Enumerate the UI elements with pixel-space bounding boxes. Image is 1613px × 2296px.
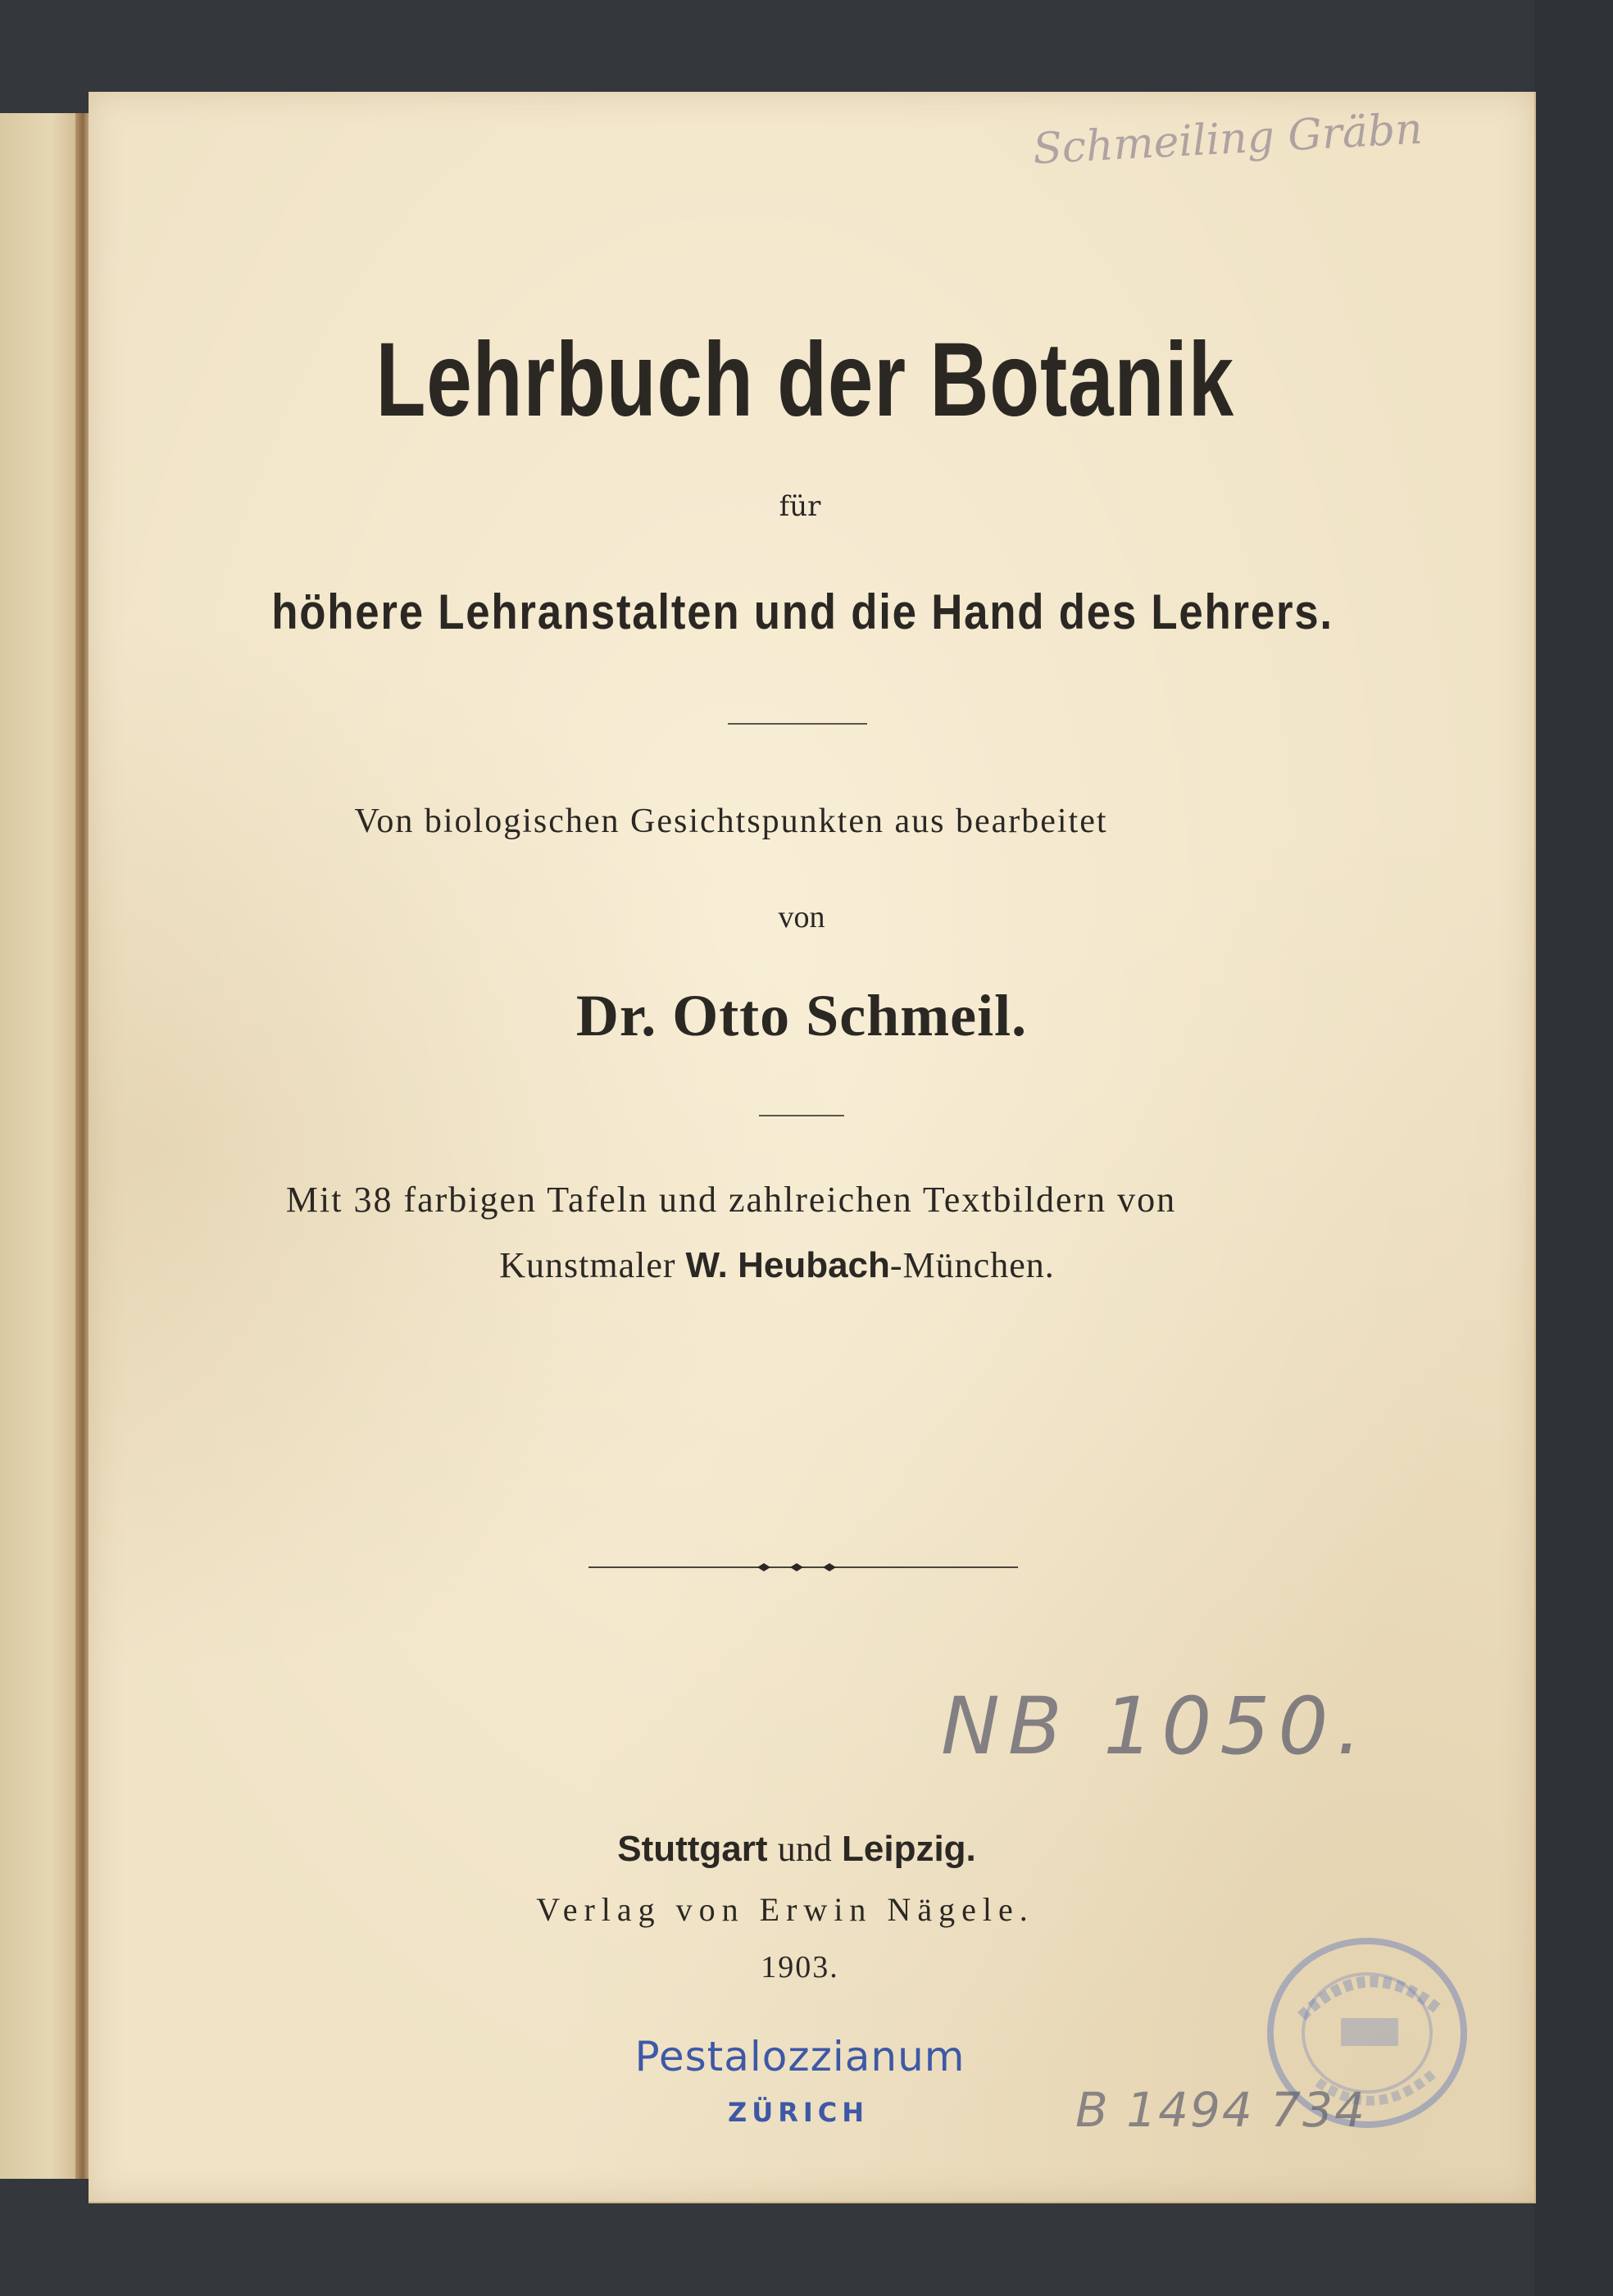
description-line: Von biologischen Gesichtspunkten aus bearbeitet: [354, 802, 1108, 840]
illustrator-suffix: -München.: [889, 1245, 1055, 1285]
book-subtitle: höhere Lehranstalten und die Hand des Lehrers.: [271, 584, 1334, 639]
library-stamp-city: ZÜRICH: [728, 2097, 869, 2128]
handwritten-note-top: Schmeiling Gräbn: [1031, 104, 1424, 175]
publication-year: 1903.: [761, 1950, 839, 1985]
handwritten-catalog-number: B 1494 734: [1075, 2082, 1366, 2138]
imprint-und: und: [777, 1829, 832, 1869]
title-connector: für: [779, 490, 821, 523]
divider-rule: [728, 723, 867, 725]
library-stamp-name: Pestalozzianum: [634, 2033, 966, 2080]
imprint-city-1: Stuttgart: [617, 1829, 768, 1869]
illustrator-line: [0, 1244, 1583, 1286]
illustrator-prefix: Kunstmaler: [499, 1245, 686, 1285]
divider-rule-short: [759, 1115, 844, 1116]
handwritten-shelfmark: NB 1050.: [941, 1680, 1370, 1772]
illustrations-line: Mit 38 farbigen Tafeln und zahlreichen Textbildern von: [285, 1180, 1177, 1220]
publisher: Verlag von Erwin Nägele.: [536, 1891, 1034, 1928]
ornamental-divider: [588, 1559, 1018, 1575]
imprint-city: [0, 1828, 1603, 1870]
von-line: von: [778, 900, 825, 934]
author-name: Dr. Otto Schmeil.: [575, 983, 1028, 1048]
book-title: Lehrbuch der Botanik: [375, 321, 1234, 439]
illustrator-name: W. Heubach: [685, 1245, 890, 1285]
imprint-city-2: Leipzig.: [842, 1829, 976, 1869]
